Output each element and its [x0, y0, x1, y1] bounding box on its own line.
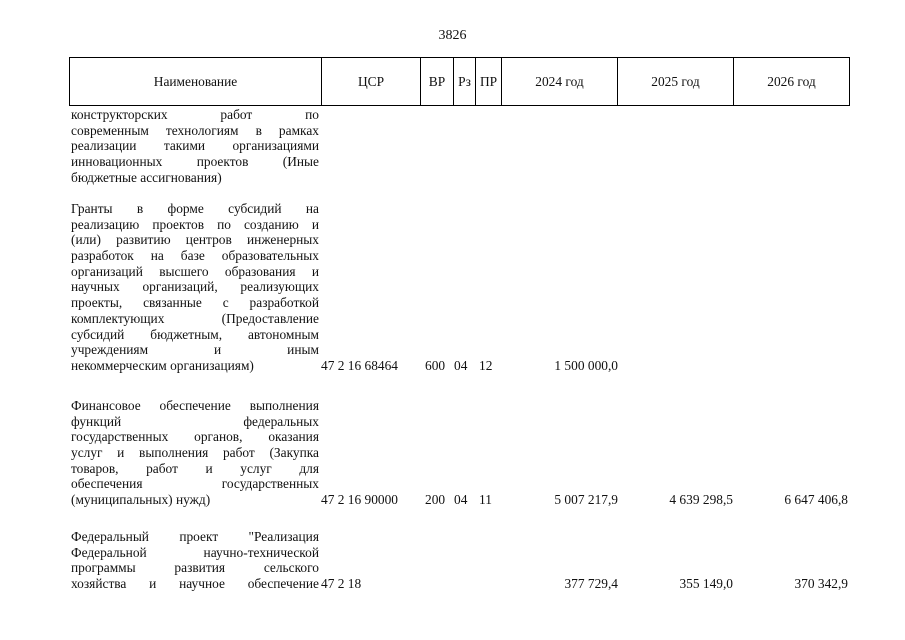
row-name	[71, 529, 319, 592]
name-line: хозяйства и научное обеспечение	[71, 576, 319, 592]
name-line: научных организаций, реализующих	[71, 279, 319, 295]
name-line: проекты, связанные с разработкой	[71, 295, 319, 311]
header-csr: ЦСР	[322, 58, 421, 105]
row-name	[71, 107, 319, 185]
name-line: некоммерческим организациям)	[71, 357, 254, 373]
row-2024: 5 007 217,9	[554, 492, 618, 507]
name-line: реализации такими организациями	[71, 138, 319, 154]
row-csr: 47 2 18	[321, 576, 362, 591]
name-line: обеспечения государственных	[71, 476, 319, 492]
header-name: Наименование	[70, 58, 322, 105]
header-2024: 2024 год	[502, 58, 618, 105]
name-line: товаров, работ и услуг для	[71, 460, 319, 476]
row-name	[71, 201, 319, 374]
name-line: Гранты в форме субсидий на	[71, 201, 319, 216]
row-vr: 600	[425, 358, 446, 373]
name-line: (или) развитию центров инженерных	[71, 232, 319, 248]
header-rz: Рз	[454, 58, 476, 105]
row-csr: 47 2 16 68464	[321, 358, 398, 373]
row-name	[71, 398, 319, 508]
name-line: функций федеральных	[71, 413, 319, 429]
name-line: реализацию проектов по созданию и	[71, 216, 319, 232]
row-pr: 11	[479, 492, 492, 507]
row-vr: 200	[425, 492, 446, 507]
name-line: конструкторских работ по	[71, 107, 319, 122]
header-pr: ПР	[476, 58, 502, 105]
name-line: Федеральный проект "Реализация	[71, 529, 319, 544]
name-line: инновационных проектов (Иные	[71, 154, 319, 170]
name-line: организаций высшего образования и	[71, 263, 319, 279]
header-2025: 2025 год	[618, 58, 734, 105]
row-2025: 4 639 298,5	[669, 492, 733, 507]
name-line: бюджетные ассигнования)	[71, 169, 222, 185]
name-line: государственных органов, оказания	[71, 429, 319, 445]
header-vr: ВР	[421, 58, 454, 105]
page-number: 3826	[438, 28, 467, 43]
name-line: программы развития сельского	[71, 560, 319, 576]
name-line: комплектующих (Предоставление	[71, 310, 319, 326]
name-line: Федеральной научно-технической	[71, 544, 319, 560]
row-csr: 47 2 16 90000	[321, 492, 398, 507]
row-2026: 6 647 406,8	[784, 492, 848, 507]
name-line: современным технологиям в рамках	[71, 122, 319, 138]
header-2026: 2026 год	[767, 73, 816, 89]
row-2025: 355 149,0	[679, 576, 733, 591]
name-line: субсидий бюджетным, автономным	[71, 326, 319, 342]
row-rz: 04	[454, 358, 468, 373]
name-line: Финансовое обеспечение выполнения	[71, 398, 319, 413]
table-header	[69, 57, 850, 106]
name-line: (муниципальных) нужд)	[71, 492, 211, 508]
row-rz: 04	[454, 492, 468, 507]
row-2026: 370 342,9	[794, 576, 848, 591]
row-pr: 12	[479, 358, 493, 373]
row-2024: 377 729,4	[564, 576, 618, 591]
name-line: разработок на базе образовательных	[71, 248, 319, 264]
name-line: учреждениям и иным	[71, 342, 319, 358]
row-2024: 1 500 000,0	[554, 358, 618, 373]
name-line: услуг и выполнения работ (Закупка	[71, 445, 319, 461]
